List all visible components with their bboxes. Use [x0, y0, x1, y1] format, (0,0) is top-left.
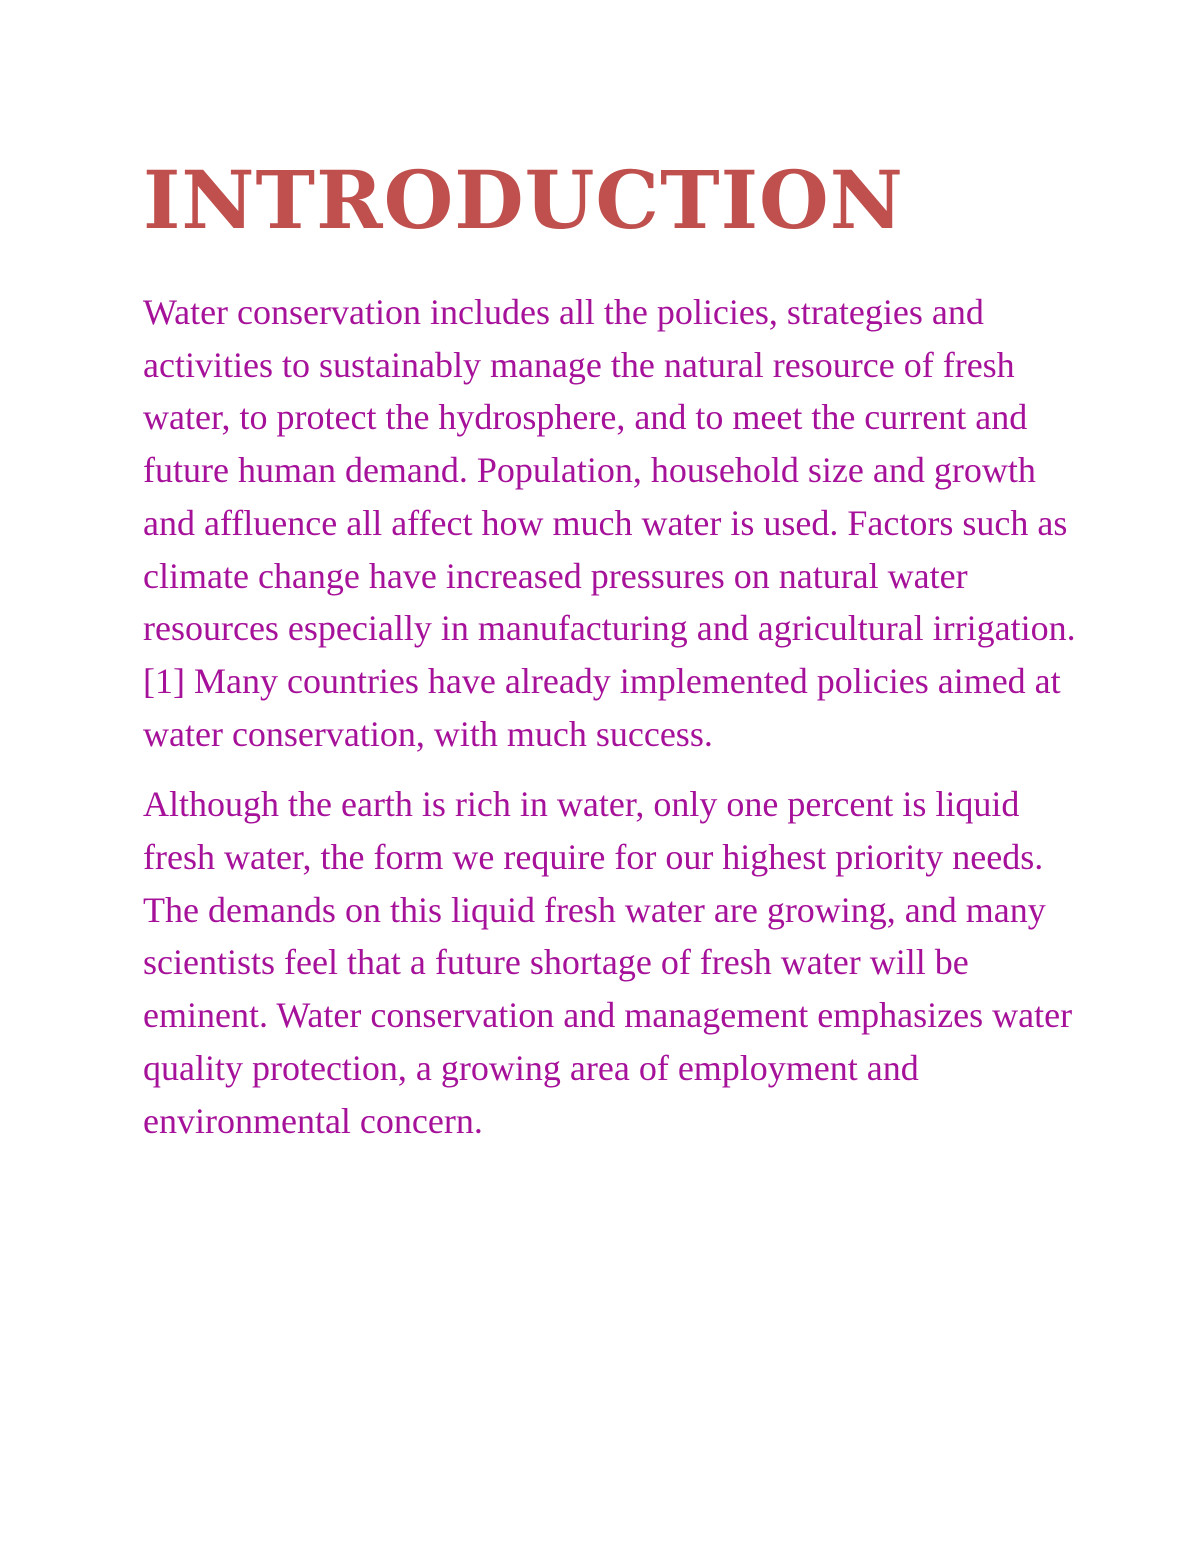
paragraph-water-conservation: Water conservation includes all the policies, strategies and activities to sustainably manage the natural resource of fresh water, to protect the hydrosphere, and to meet the current and future human demand. Population, household size and growth and affluence all affect how much water is used. Factors such as climate change have increased pressures on natural water resources especially in manufacturing and agricultural irrigation.[1] Many countries have already implemented policies aimed at water conservation, with much success. — [143, 292, 1076, 754]
page-content — [143, 150, 1083, 1147]
paragraph-fresh-water-supply: Although the earth is rich in water, only one percent is liquid fresh water, the form we require for our highest priority needs. The demands on this liquid fresh water are growing, and many scientists feel that a future shortage of fresh water will be eminent. Water conservation and management emphasizes water quality protection, a growing area of employment and environmental concern. — [143, 784, 1073, 1141]
page-title: INTRODUCTION — [143, 153, 904, 247]
